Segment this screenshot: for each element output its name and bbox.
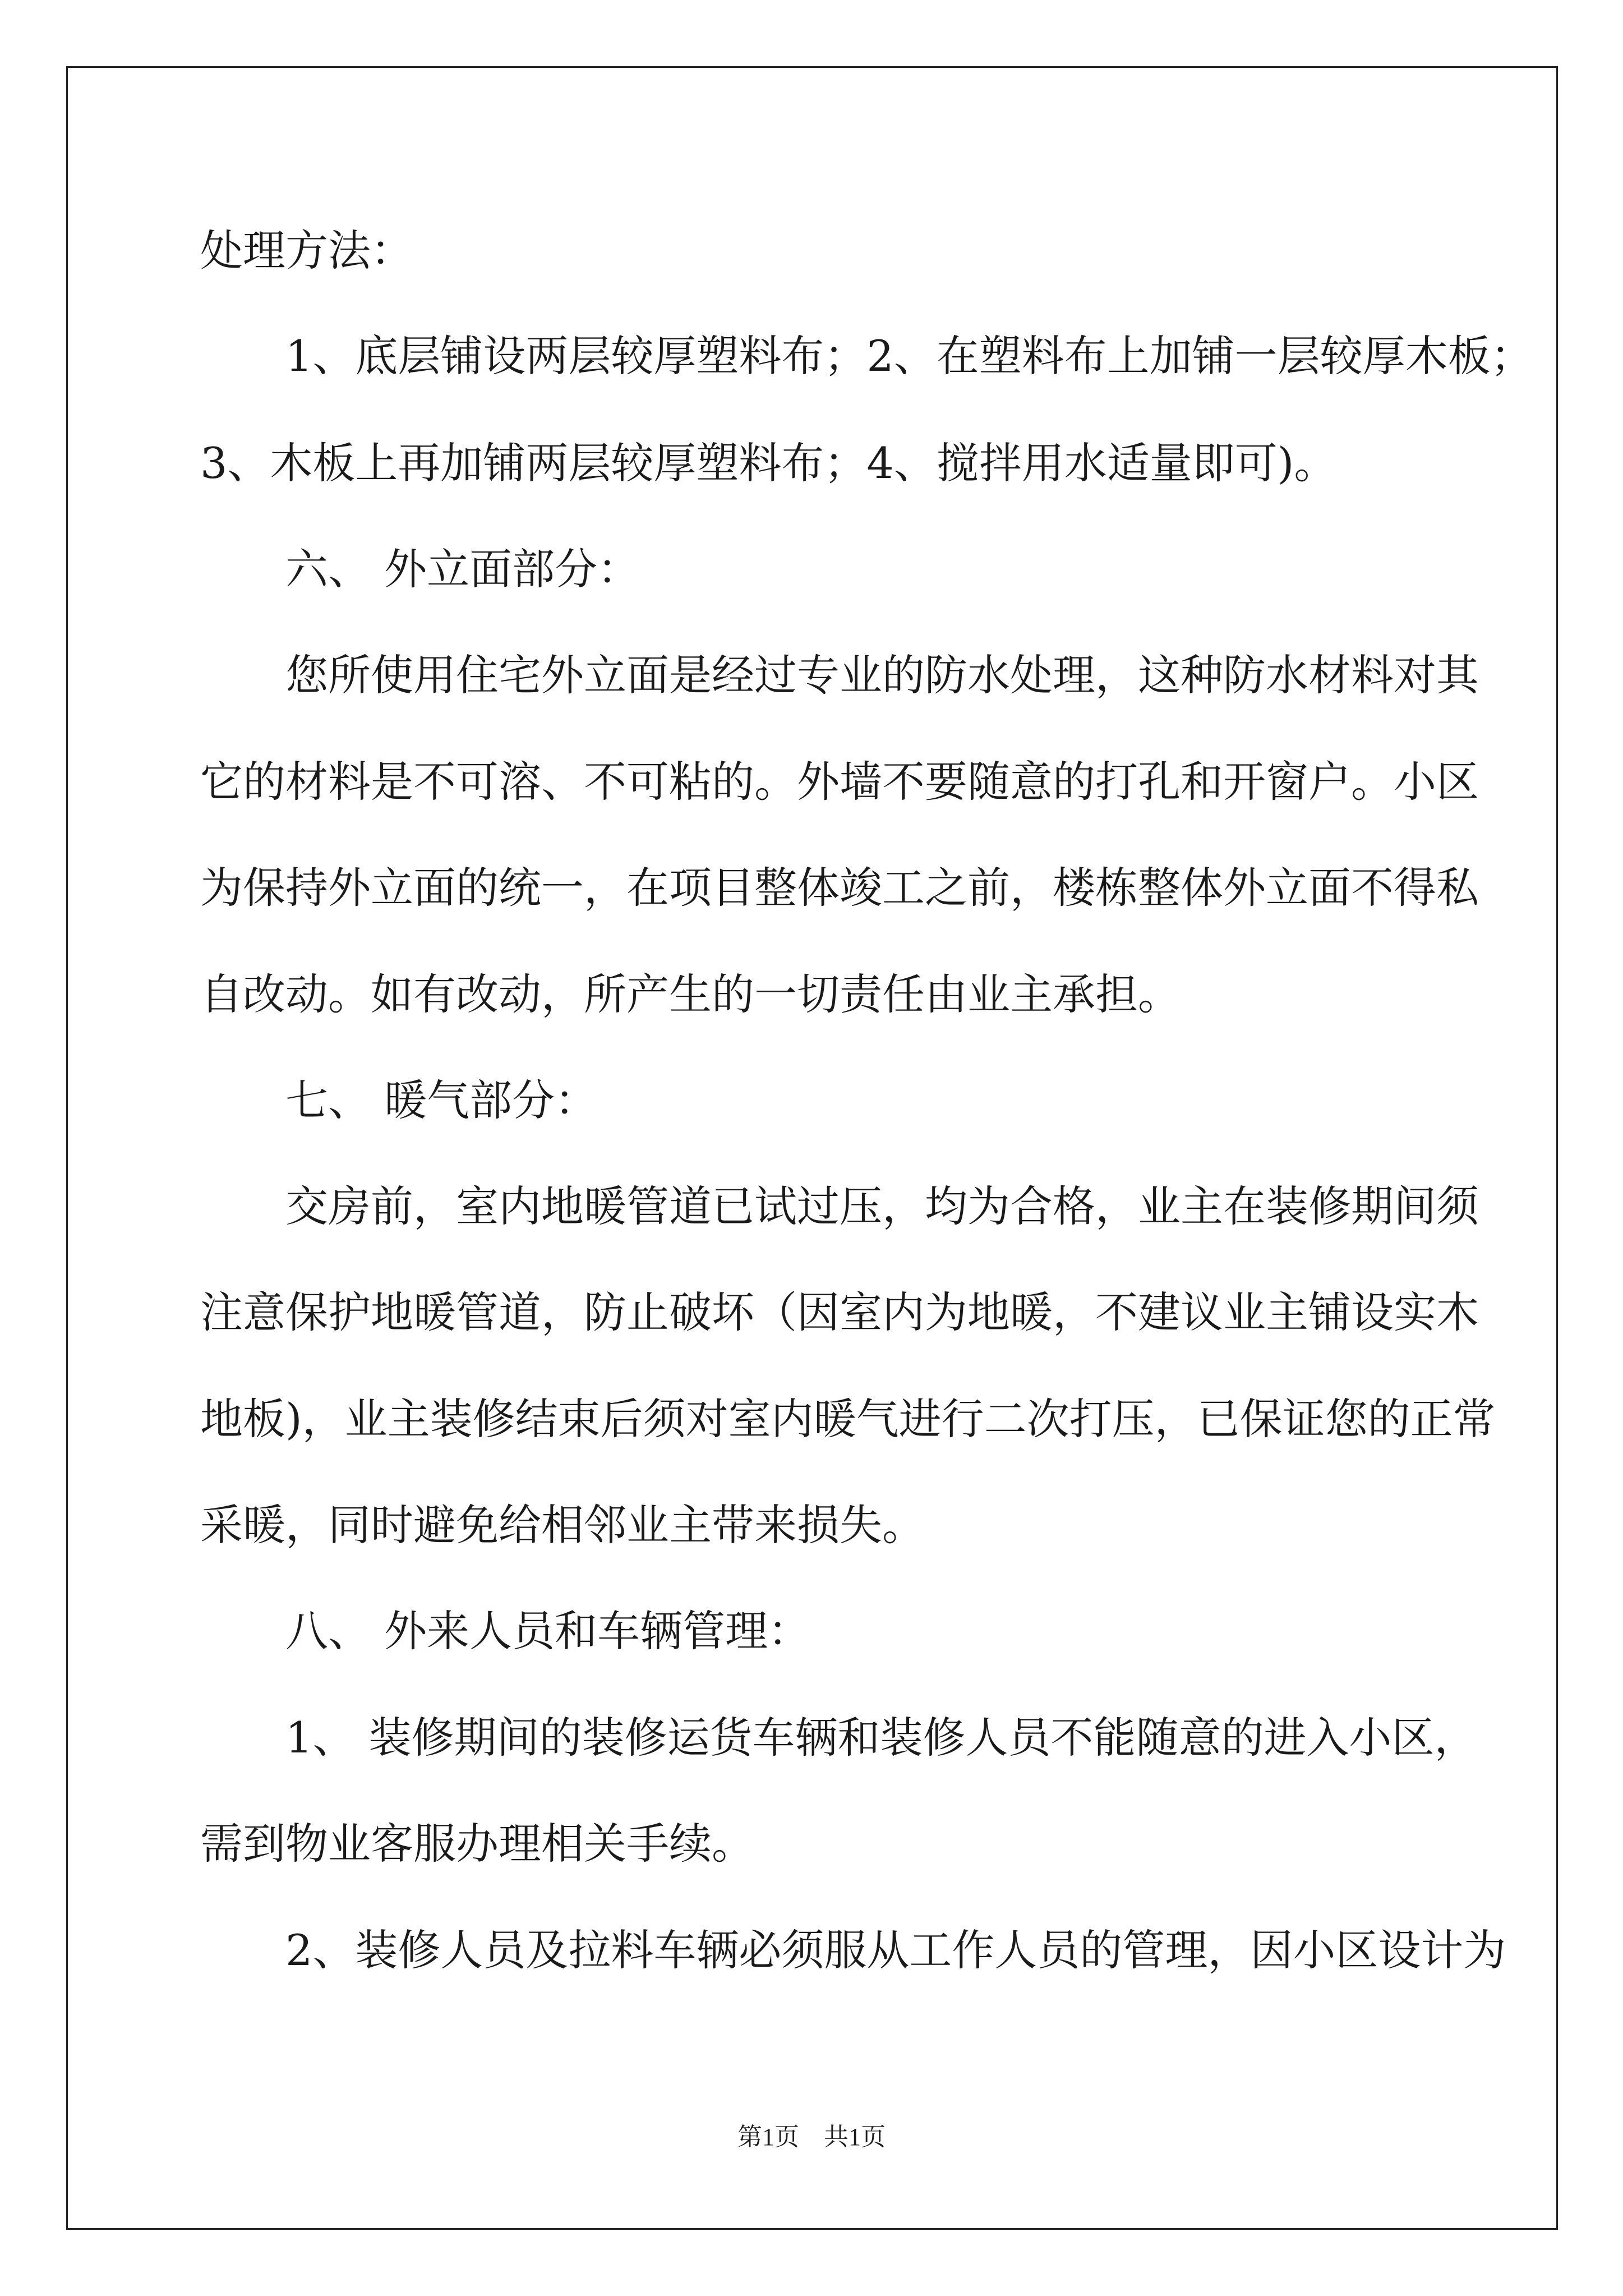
text-line: 注意保护地暖管道，防止破坏（因室内为地暖，不建议业主铺设实木 (200, 1287, 1479, 1337)
text-line: 3、木板上再加铺两层较厚塑料布；4、搅拌用水适量即可)。 (200, 438, 1337, 488)
section-heading: 六、 外立面部分： (200, 544, 640, 594)
text-line: 采暖，同时避免给相邻业主带来损失。 (200, 1500, 925, 1550)
text-line: 自改动。如有改动，所产生的一切责任由业主承担。 (200, 969, 1181, 1019)
text-line: 为保持外立面的统一，在项目整体竣工之前，楼栋整体外立面不得私 (200, 863, 1479, 913)
text-line: 1、 装修期间的装修运货车辆和装修人员不能随意的进入小区， (200, 1713, 1477, 1763)
text-line: 交房前，室内地暖管道已试过压，均为合格，业主在装修期间须 (200, 1181, 1479, 1231)
text-line: 处理方法： (200, 226, 413, 275)
section-heading: 七、 暖气部分： (200, 1075, 598, 1125)
text-line: 地板)，业主装修结束后须对室内暖气进行二次打压，已保证您的正常 (200, 1394, 1496, 1444)
page-footer: 第1页 共1页 (737, 2123, 886, 2151)
section-heading: 八、 外来人员和车辆管理： (200, 1606, 811, 1656)
text-line: 它的材料是不可溶、不可粘的。外墙不要随意的打孔和开窗户。小区 (200, 757, 1479, 807)
text-line: 需到物业客服办理相关手续。 (200, 1819, 754, 1869)
text-line: 2、装修人员及拉料车辆必须服从工作人员的管理，因小区设计为 (200, 1925, 1506, 1975)
page-border (66, 66, 1558, 2230)
text-line: 1、底层铺设两层较厚塑料布；2、在塑料布上加铺一层较厚木板； (200, 331, 1533, 381)
text-line: 您所使用住宅外立面是经过专业的防水处理，这种防水材料对其 (200, 650, 1479, 700)
